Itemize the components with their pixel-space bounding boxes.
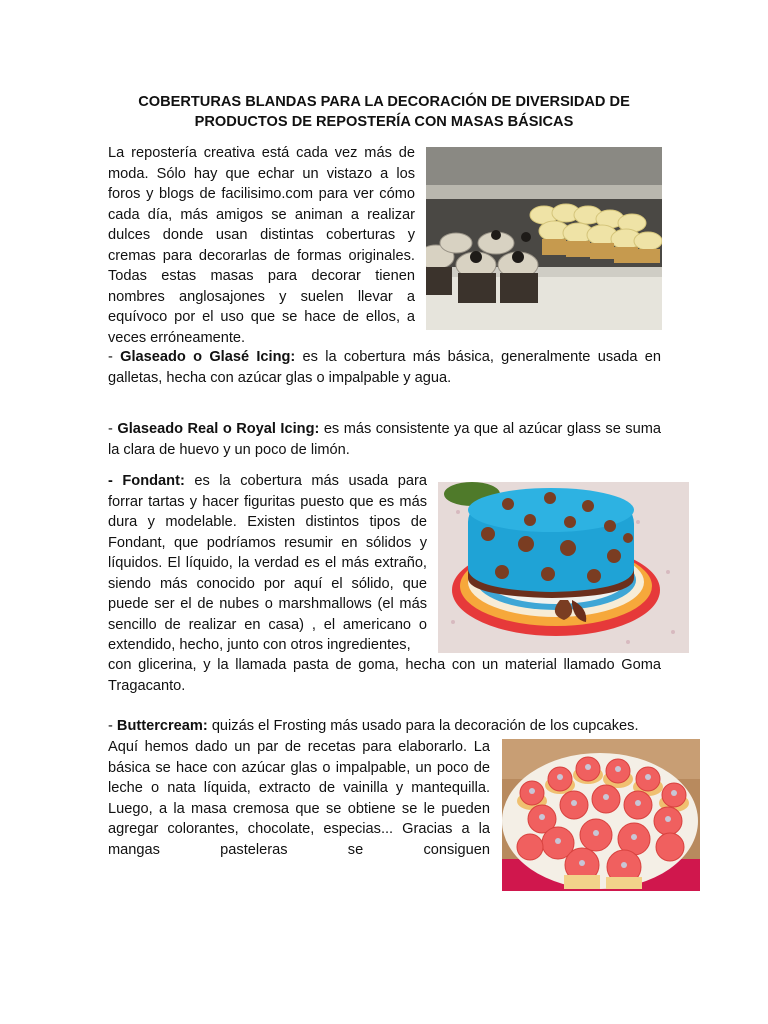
document-title	[108, 92, 660, 132]
fondant-paragraph	[108, 471, 427, 656]
buttercream-paragraph-continued: Aquí hemos dado un par de recetas para elaborarlo. La básica se hace con azúcar glas o impalpable, un poco de leche o nata líquida, extracto de vainilla y mantequilla. Luego, a la masa cremosa que se obtiene se le pueden agregar colorantes, chocolate, especias... Gracias a la mangas pasteleras se consiguen	[108, 739, 490, 858]
cupcakes-display-photo	[426, 147, 662, 330]
royal-icing-term: Glaseado Real o Royal Icing:	[117, 421, 320, 437]
buttercream-prefix: -	[108, 718, 117, 734]
glaseado-prefix: -	[108, 349, 121, 365]
polka-dot-fondant-cake-photo	[438, 482, 689, 653]
fondant-text: es la cobertura más usada para forrar tartas y hacer figuritas puesto que es más dura y modelable. Existen distintos tipos de Fondant, que podríamos resumir en sólidos y líquidos. El líquido, la verdad es el más extraño, siendo más conocido por aquí el sólido, que puede ser el de nubes o marshmallows (el más sencillo de realizar en casa) , el americano o extendido, hecho, junto con otros ingredientes,	[108, 473, 427, 653]
intro-paragraph: La repostería creativa está cada vez más de moda. Sólo hay que echar un vistazo a los foros y blogs de facilisimo.com para ver cómo cada día, más amigos se animan a realizar dulces donde usan distintas coberturas y cremas para decorarlas de formas originales. Todas estas masas para decorar tienen nombres anglosajones y suelen llevar a equívoco por el uso que se hace de ellos, a veces erróneamente.	[108, 145, 415, 346]
royal-icing-text: es más consistente ya que al azúcar glass se suma la clara de huevo y un poco de limón.	[108, 421, 661, 458]
pink-buttercream-cupcakes-photo	[502, 739, 700, 891]
buttercream-text: quizás el Frosting más usado para la decoración de los cupcakes.	[207, 718, 639, 734]
glaseado-term: Glaseado o Glasé Icing:	[120, 349, 296, 365]
royal-icing-paragraph	[108, 419, 661, 460]
glaseado-paragraph	[108, 347, 661, 388]
title-line-1: COBERTURAS BLANDAS PARA LA DECORACIÓN DE DIVERSIDAD DE	[138, 94, 630, 110]
royal-prefix: -	[108, 421, 118, 437]
glaseado-text: es la cobertura más básica, generalmente usada en galletas, hecha con azúcar glas o impalpable y agua.	[108, 349, 661, 386]
title-line-2: PRODUCTOS DE REPOSTERÍA CON MASAS BÁSICAS	[194, 114, 574, 130]
buttercream-term: Buttercream:	[116, 718, 208, 734]
buttercream-paragraph	[108, 716, 661, 737]
fondant-term: - Fondant:	[108, 473, 185, 489]
fondant-paragraph-continued: con glicerina, y la llamada pasta de goma, hecha con un material llamado Goma Tragacanto.	[108, 657, 661, 694]
